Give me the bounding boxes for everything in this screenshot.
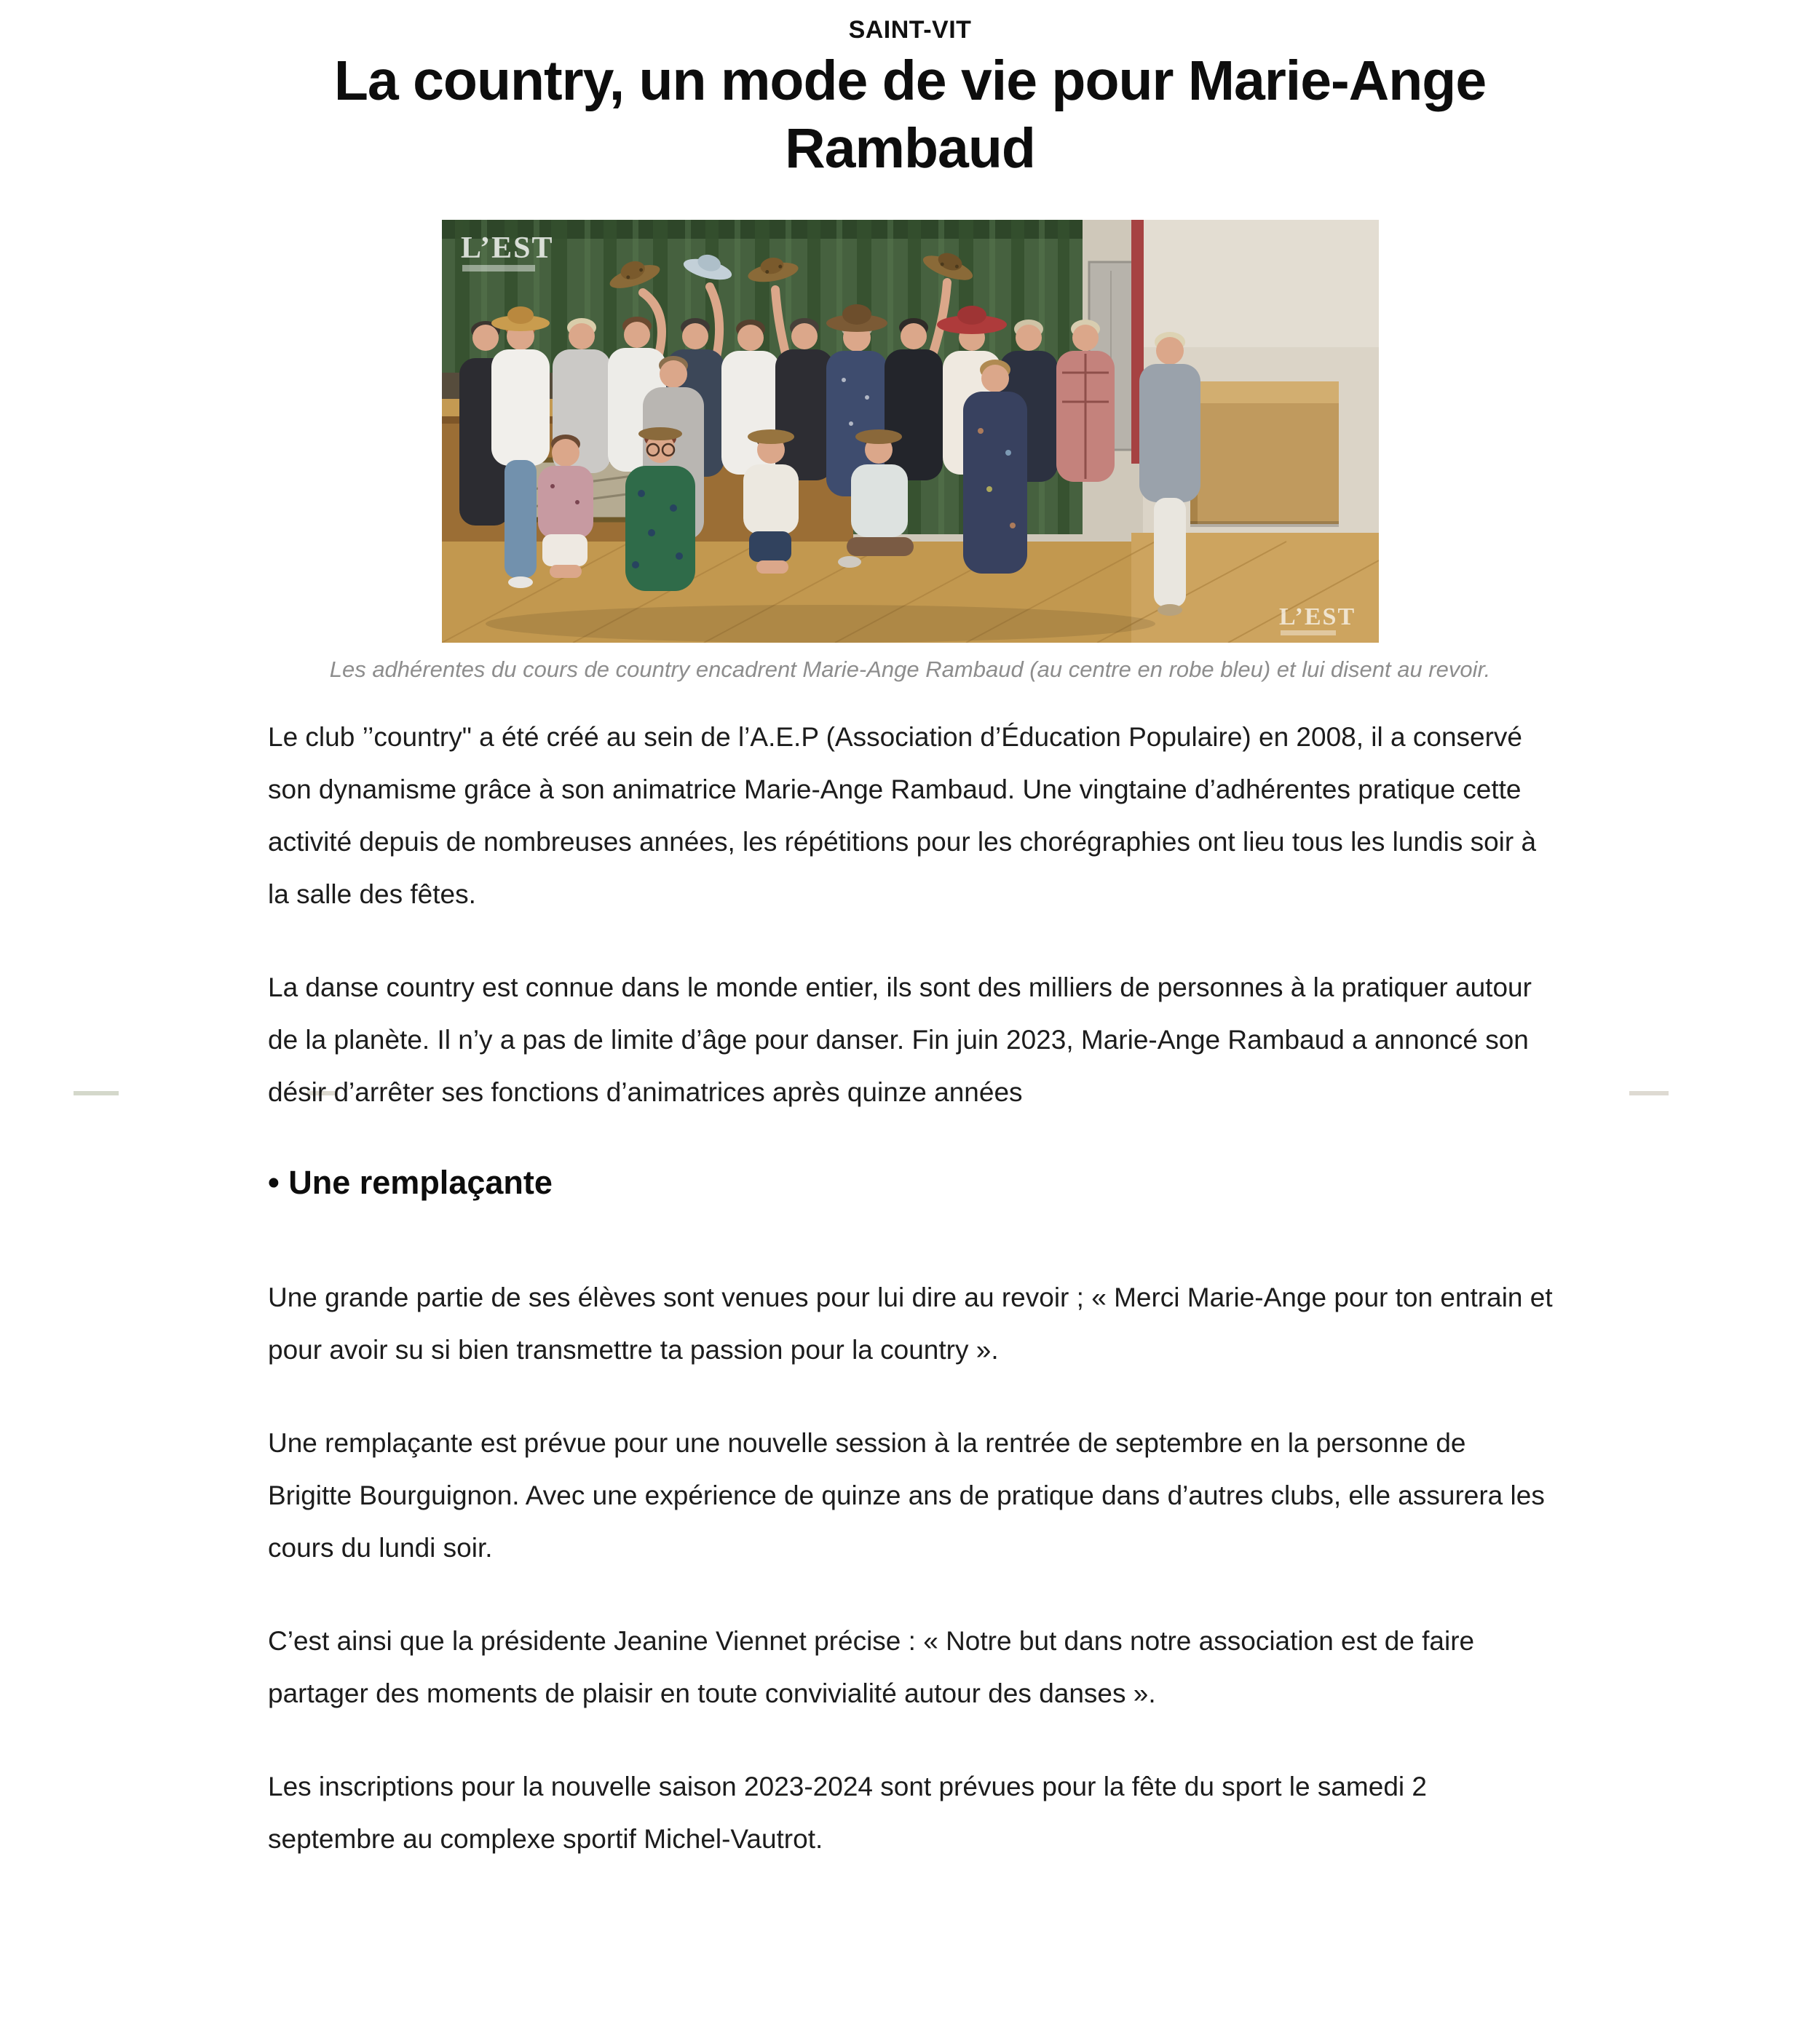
photo-watermark-bottom: L’EST	[1278, 603, 1356, 630]
paragraph-body-1: Une grande partie de ses élèves sont venues pour lui dire au revoir ; « Merci Marie-Ange pour ton entrain et pour avoir su si bien transmettre ta passion pour la country ».	[268, 1282, 1553, 1365]
kicker: SAINT-VIT	[848, 16, 972, 44]
paragraph-body-2: Une remplaçante est prévue pour une nouvelle session à la rentrée de septembre en la personne de Brigitte Bourguignon. Avec une expérience de quinze ans de pratique dans d’autres clubs, elle assurera les cours du lundi soir.	[268, 1428, 1545, 1563]
photo-caption: Les adhérentes du cours de country encadrent Marie-Ange Rambaud (au centre en robe bleu) et lui disent au revoir.	[329, 657, 1491, 682]
page-title: La country, un mode de vie pour Marie-Ange Rambaud	[333, 49, 1487, 180]
paragraph-intro-1: Le club ’’country" a été créé au sein de l’A.E.P (Association d’Éducation Populaire) en 2008, il a conservé son dynamisme grâce à son animatrice Marie-Ange Rambaud. Une vingtaine d’adhérentes pratique cette activité depuis de nombreuses années, les répétitions pour les chorégraphies ont lieu tous les lundis soir à la salle des fêtes.	[268, 722, 1537, 909]
paragraph-intro-2: La danse country est connue dans le monde entier, ils sont des milliers de personnes à la pratiquer autour de la planète. Il n’y a pas de limite d’âge pour danser. Fin juin 2023, Marie-Ange Rambaud a annoncé son désir d’arrêter ses fonctions d’animatrices après quinze années	[268, 972, 1532, 1107]
article-figure	[0, 220, 1820, 685]
paragraph-body-4: Les inscriptions pour la nouvelle saison 2023-2024 sont prévues pour la fête du sport le samedi 2 septembre au complexe sportif Michel-Vautrot.	[268, 1772, 1427, 1854]
divider-fragment-left	[74, 1091, 119, 1095]
paragraph-body-3: C’est ainsi que la présidente Jeanine Viennet précise : « Notre but dans notre association est de faire partager des moments de plaisir en toute convivialité autour des danses ».	[268, 1626, 1475, 1708]
group-photo-illustration	[442, 220, 1379, 643]
article-photo	[442, 220, 1379, 643]
divider-fragment-right	[1629, 1091, 1669, 1095]
section-subheading: • Une remplaçante	[268, 1164, 553, 1201]
photo-watermark-top: L’EST	[460, 231, 554, 265]
article-body	[268, 711, 1554, 1865]
